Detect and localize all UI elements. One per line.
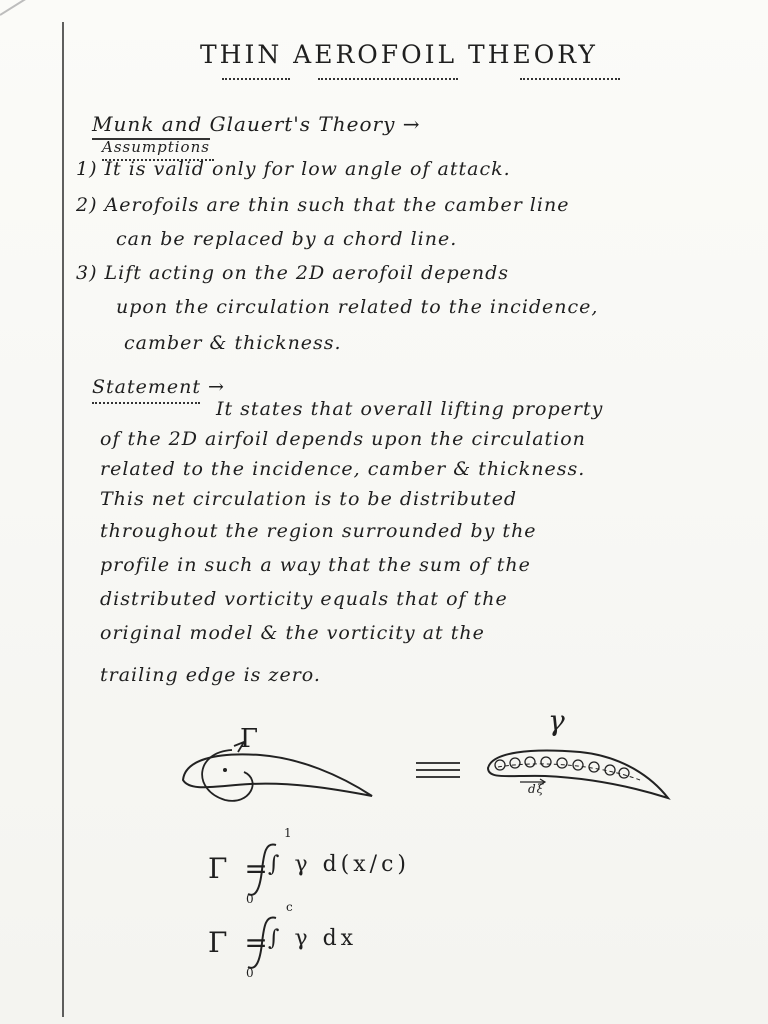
assumptions-heading: Assumptions bbox=[102, 138, 210, 156]
element-label: dξ bbox=[528, 782, 545, 796]
statement-line: This net circulation is to be distributed bbox=[100, 488, 518, 510]
assumption-line: 3) Lift acting on the 2D aerofoil depends bbox=[76, 262, 510, 284]
circulation-loop bbox=[202, 750, 253, 801]
equivalence-sign bbox=[430, 738, 432, 739]
vortex-elements bbox=[495, 757, 629, 778]
statement-line: distributed vorticity equals that of the bbox=[100, 588, 508, 610]
statement-heading: Statement → bbox=[92, 376, 225, 398]
lower-limit: 0 bbox=[246, 966, 255, 980]
assumption-line: can be replaced by a chord line. bbox=[116, 228, 458, 250]
equation-lhs: Γ = bbox=[208, 852, 272, 885]
assumption-line: 1) It is valid only for low angle of attack. bbox=[76, 158, 511, 180]
statement-line: profile in such a way that the sum of the bbox=[100, 554, 531, 576]
assumption-line: 2) Aerofoils are thin such that the camber line bbox=[76, 194, 570, 216]
equation-rhs: ∫ γ d(x/c) bbox=[268, 852, 410, 877]
section-heading: Munk and Glauert's Theory → bbox=[92, 112, 421, 136]
circulation-symbol: Γ bbox=[240, 724, 260, 754]
statement-line: of the 2D airfoil depends upon the circulation bbox=[100, 428, 586, 450]
assumption-line: upon the circulation related to the incidence, bbox=[116, 296, 599, 318]
assumption-line: camber & thickness. bbox=[124, 332, 342, 354]
upper-limit: 1 bbox=[284, 826, 293, 840]
airfoil-left bbox=[183, 754, 372, 796]
equation-rhs: ∫ γ dx bbox=[268, 926, 358, 951]
vorticity-symbol: γ bbox=[548, 704, 566, 737]
statement-line: It states that overall lifting property bbox=[216, 398, 604, 420]
equation-lhs: Γ = bbox=[208, 926, 272, 959]
statement-line: trailing edge is zero. bbox=[100, 664, 321, 686]
statement-line: original model & the vorticity at the bbox=[100, 622, 485, 644]
page-title: THIN AEROFOIL THEORY bbox=[200, 40, 598, 69]
statement-line: related to the incidence, camber & thickness. bbox=[100, 458, 586, 480]
statement-line: throughout the region surrounded by the bbox=[100, 520, 537, 542]
lower-limit: 0 bbox=[246, 892, 255, 906]
upper-limit: c bbox=[286, 900, 294, 914]
